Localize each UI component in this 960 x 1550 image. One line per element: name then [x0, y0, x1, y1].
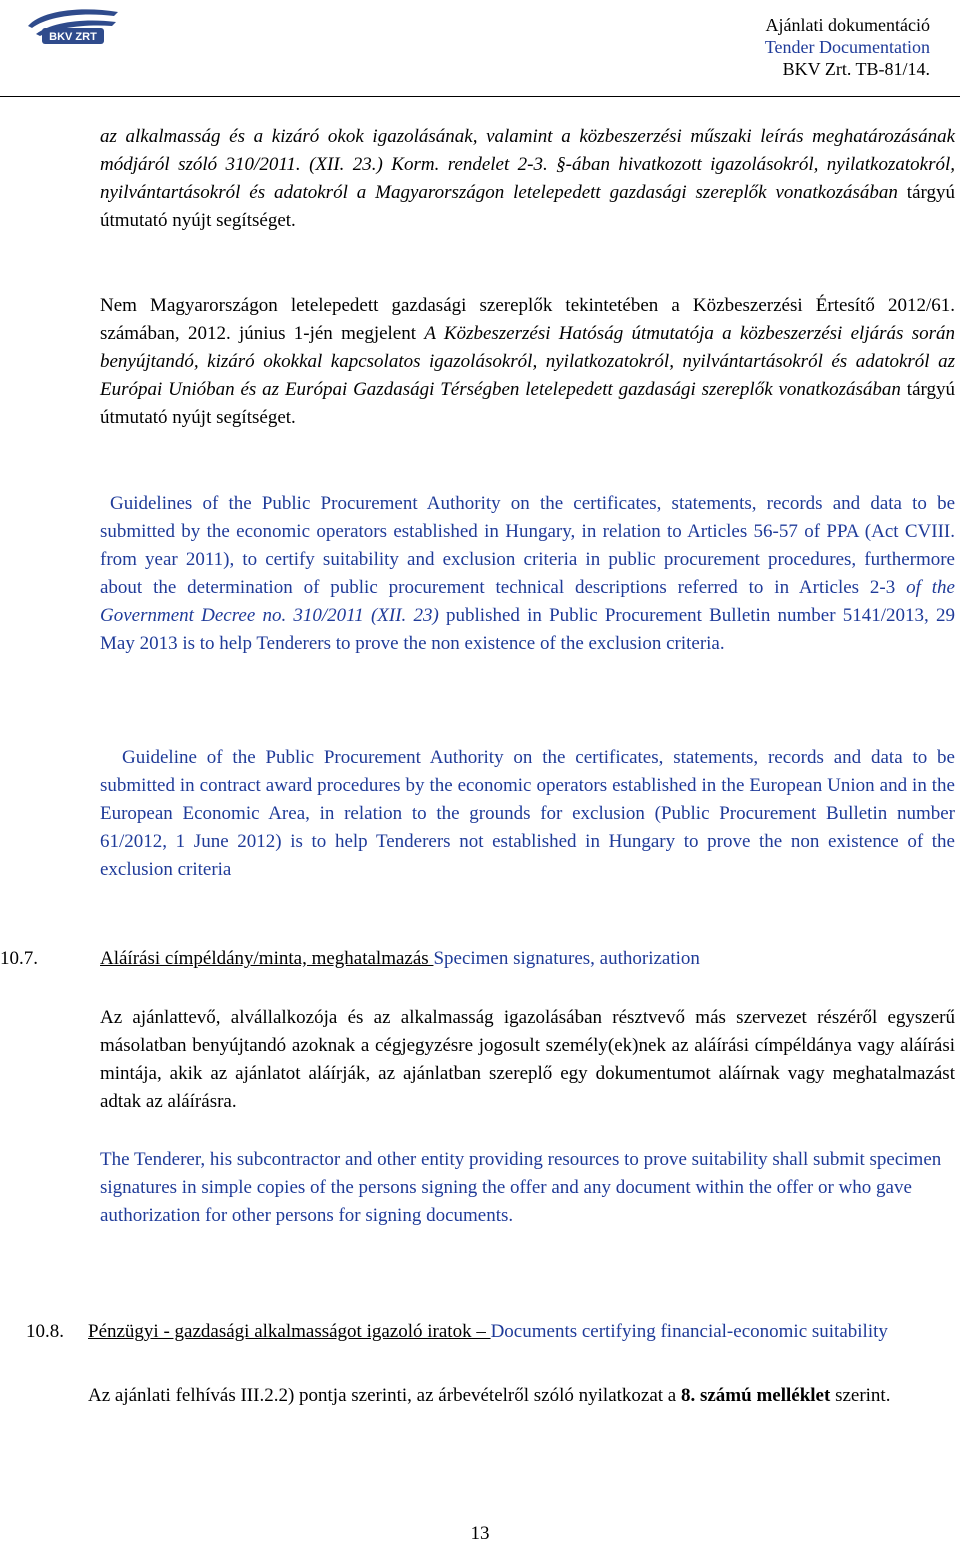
reference-title-italic: az alkalmasság és a kizáró okok igazolásának, valamint a közbeszerzési műszaki leírás meghatározásának módjáról szóló 310/2011. (XII. 23.) Korm. rendelet 2-3. §-ában hivatkozott igazolásokról, nyilatkozatokról, nyilvántartásokról és adatokról a Magyarországon letelepedett gazdasági szereplők vonatkozásában [100, 126, 955, 203]
header-title-en: Tender Documentation [764, 37, 930, 57]
government-decree-italic: of the Government Decree no. 310/2011 (XII. 23) [100, 577, 955, 626]
financial-intro: Az ajánlati felhívás III.2.2) pontja szerinti, az árbevételről szóló nyilatkozat a [88, 1385, 681, 1406]
logo-text: BKV ZRT [49, 31, 97, 43]
guideline-title-italic: A Közbeszerzési Hatóság útmutatója a közbeszerzési eljárás során benyújtandó, kizáró okokkal kapcsolatos igazolásokról, nyilatkozatokról, nyilvántartásokról és adatokról az Európai Unióban és az Európai Gazdasági Térségben letelepedett gazdasági szereplők vonatkozásában [100, 323, 955, 400]
paragraph-guidelines-en [100, 490, 955, 658]
section-title-10-7-hu: Aláírási címpéldány/minta, meghatalmazás [100, 948, 434, 969]
section-title-10-8-en: Documents certifying financial-economic suitability [490, 1321, 888, 1342]
guidelines-en-tail: published in Public Procurement Bulletin number 5141/2013, 29 May 2013 is to help Tenderers to prove the non existence of the exclusion criteria. [100, 605, 955, 654]
header-divider [0, 96, 960, 97]
header-title-hu: Ajánlati dokumentáció [765, 15, 930, 35]
foreign-operators-intro: Nem Magyarországon letelepedett gazdasági szereplők tekintetében a Közbeszerzési Értesítő 2012/61. számában, 2012. június 1-jén megjelent [100, 295, 955, 344]
section-number-10-7: 10.7. [0, 948, 38, 969]
section-title-10-7 [100, 945, 955, 973]
header-reference: BKV Zrt. TB-81/14. [782, 59, 930, 79]
annex-reference-bold: 8. számú melléklet [680, 1385, 831, 1406]
paragraph-signatures-en: The Tenderer, his subcontractor and other entity providing resources to prove suitability shall submit specimen signatures in simple copies of the persons signing the offer and any document within the offer or who gave authorization for other persons for signing documents. [100, 1149, 942, 1226]
bkv-logo [22, 4, 124, 48]
section-number-10-8: 10.8. [26, 1321, 64, 1342]
section-title-10-7-en: Specimen signatures, authorization [433, 948, 700, 969]
paragraph-signatures-hu: Az ajánlattevő, alvállalkozója és az alkalmasság igazolásában résztvevő más szervezet részéről egyszerű másolatban benyújtandó azoknak a cégjegyzésre jogosult személy(ek)nek az aláírási címpéldánya vagy aláírási mintája, akik az ajánlatot aláírják, az ajánlatban szereplő egy dokumentumot aláírnak vagy meghatalmazást adtak az aláírásra. [100, 1007, 955, 1112]
section-title-10-8-hu: Pénzügyi - gazdasági alkalmasságot igazoló iratok – [88, 1321, 491, 1342]
guidelines-en-intro: Guidelines of the Public Procurement Authority on the certificates, statements, records and data to be submitted by the economic operators established in Hungary, in relation to Articles 56-57 of PPA (Act CVIII. from year 2011), to certify suitability and exclusion criteria in public procurement procedures, furthermore about the determination of public procurement technical descriptions referred to in Articles 2-3 [100, 493, 955, 598]
document-header [765, 14, 930, 80]
guideline-eu-text: Guideline of the Public Procurement Authority on the certificates, statements, records and data to be submitted in contract award procedures by the economic operators established in the European Union and in the European Economic Area, in relation to the grounds for exclusion (Public Procurement Bulletin number 61/2012, 1 June 2012) is to help Tenderers not established in Hungary to prove the non existence of the exclusion criteria [100, 747, 955, 880]
page-number: 13 [470, 1523, 490, 1544]
paragraph-financial-hu [88, 1382, 955, 1410]
paragraph-reference-hu [100, 123, 955, 235]
paragraph-foreign-operators-hu [100, 292, 955, 432]
section-title-10-8 [88, 1318, 955, 1346]
financial-tail: szerint. [830, 1385, 891, 1406]
paragraph-guideline-eu-en [100, 744, 955, 884]
reference-tail: tárgyú útmutató nyújt segítséget. [100, 182, 955, 231]
foreign-operators-tail: tárgyú útmutató nyújt segítséget. [100, 379, 955, 428]
